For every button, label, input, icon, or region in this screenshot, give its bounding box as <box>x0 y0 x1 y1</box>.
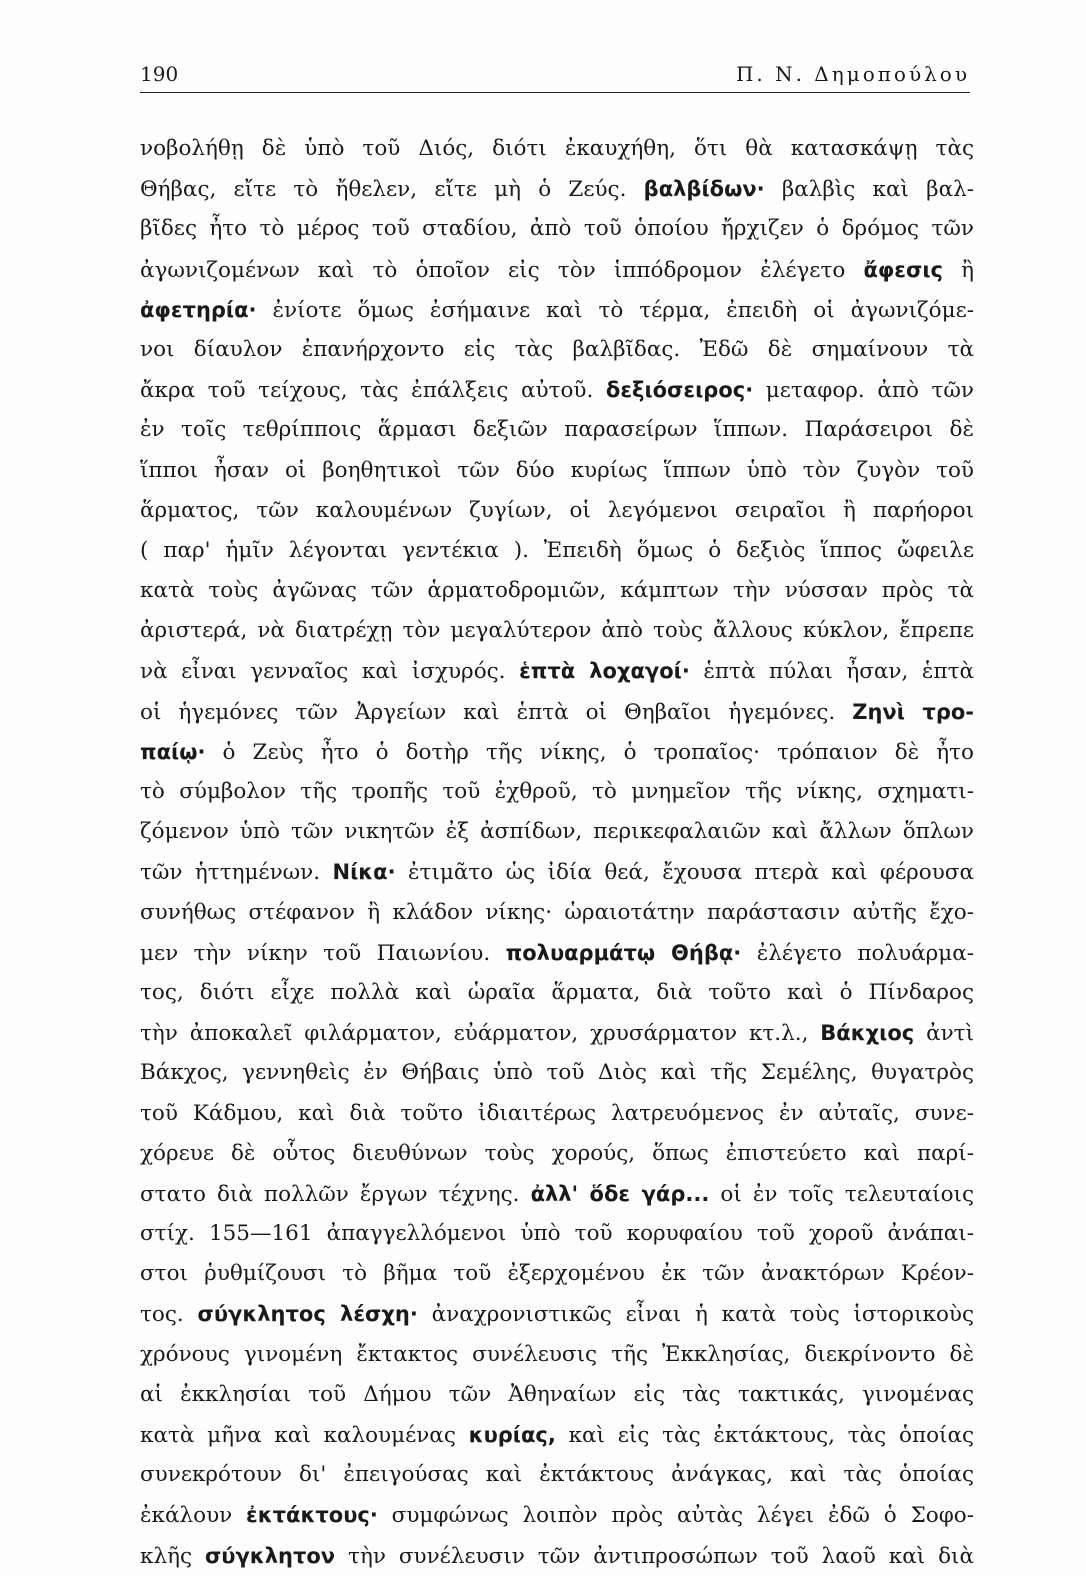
text-line <box>140 1053 974 1093</box>
text-line <box>140 1214 974 1254</box>
text-line <box>140 611 974 651</box>
text-run: νοι δίαυλον ἐπανήρχοντο εἰς τὰς βαλβῖδας. Ἐδῶ δὲ σημαίνουν τὰ <box>140 336 974 362</box>
text-run: τος. <box>140 1302 198 1328</box>
text-line <box>140 330 974 370</box>
lemma-term: Βάκχιος <box>820 1021 915 1046</box>
text-line <box>140 812 974 852</box>
text-line <box>140 250 974 290</box>
text-line <box>140 852 974 892</box>
text-run: τοῦ Κάδμου, καὶ διὰ τοῦτο ἰδιαιτέρως λατρευόμενος ἐν αὐταῖς, συνε- <box>140 1100 974 1126</box>
text-run: τος, διότι εἶχε πολλὰ καὶ ὡραῖα ἅρματα, διὰ τοῦτο καὶ ὁ Πίνδαρος <box>140 979 974 1005</box>
text-run: βαλβὶς καὶ βαλ- <box>764 177 974 203</box>
text-run: στίχ. 155—161 ἀπαγγελλόμενοι ὑπὸ τοῦ κορυφαίου τοῦ χοροῦ ἀνάπαι- <box>140 1221 974 1247</box>
text-run: ἢ <box>942 257 974 283</box>
text-line <box>140 933 974 973</box>
lemma-term: πολυαρμάτῳ Θήβᾳ· <box>505 940 742 965</box>
text-line <box>140 1013 974 1053</box>
text-run: ἀναχρονιστικῶς εἶναι ἡ κατὰ τοὺς ἱστορικοὺς <box>417 1302 974 1328</box>
text-line <box>140 1415 974 1455</box>
text-run: μεν τὴν νίκην τοῦ Παιωνίου. <box>140 940 506 966</box>
text-run: βῖδες ἦτο τὸ μέρος τοῦ σταδίου, ἀπὸ τοῦ ὁποίου ἤρχιζεν ὁ δρόμος τῶν <box>140 216 974 242</box>
text-line <box>140 531 974 571</box>
text-run: Θήβας, εἴτε τὸ ἤθελεν, εἴτε μὴ ὁ Ζεύς. <box>140 177 644 203</box>
lemma-term: ἐκτάκτους· <box>246 1503 378 1528</box>
text-run: κλῆς <box>140 1543 205 1569</box>
text-line <box>140 1174 974 1214</box>
text-run: τῶν ἡττημένων. <box>140 860 333 886</box>
text-line <box>140 1375 974 1415</box>
text-run: οἱ ἡγεμόνες τῶν Ἀργείων καὶ ἑπτὰ οἱ Θηβαῖοι ἡγεμόνες. <box>140 699 853 725</box>
text-run: τὴν συνέλευσιν τῶν ἀντιπροσώπων τοῦ λαοῦ καὶ διὰ <box>335 1543 974 1569</box>
text-line <box>140 290 974 330</box>
text-run: στοι ῥυθμίζουσι τὸ βῆμα τοῦ ἐξερχομένου ἐκ τῶν ἀνακτόρων Κρέον- <box>140 1261 974 1287</box>
running-head: Π. Ν. Δημοπούλου <box>735 62 970 86</box>
lemma-term: δεξιόσειρος· <box>605 378 754 403</box>
text-line <box>140 732 974 772</box>
text-run: χόρευε δὲ οὗτος διευθύνων τοὺς χορούς, ὅπως ἐπιστεύετο καὶ παρί- <box>140 1140 974 1166</box>
text-run: κατὰ τοὺς ἀγῶνας τῶν ἁρματοδρομιῶν, κάμπτων τὴν νύσσαν πρὸς τὰ <box>140 578 974 604</box>
lemma-term: παίῳ· <box>140 739 206 764</box>
text-run: ἀριστερά, νὰ διατρέχῃ τὸν μεγαλύτερον ἀπὸ τοὺς ἄλλους κύκλον, ἔπρεπε <box>140 618 974 644</box>
text-run: Βάκχος, γεννηθεὶς ἐν Θήβαις ὑπὸ τοῦ Διὸς καὶ τῆς Σεμέλης, θυγατρὸς <box>140 1060 974 1086</box>
text-run: ἀγωνιζομένων καὶ τὸ ὁποῖον εἰς τὸν ἱππόδρομον ἐλέγετο <box>140 257 864 283</box>
text-run: ζόμενον ὑπὸ τῶν νικητῶν ἐξ ἀσπίδων, περικεφαλαιῶν καὶ ἄλλων ὅπλων <box>140 819 974 845</box>
text-run: αἱ ἐκκλησίαι τοῦ Δήμου τῶν Ἀθηναίων εἰς τὰς τακτικάς, γινομένας <box>140 1381 974 1407</box>
text-run: ὁ Ζεὺς ἦτο ὁ δοτὴρ τῆς νίκης, ὁ τροπαῖος· τρόπαιον δὲ ἦτο <box>205 739 974 765</box>
text-line <box>140 1134 974 1174</box>
lemma-term: ἑπτὰ λοχαγοί· <box>519 659 690 684</box>
text-run: τὸ σύμβολον τῆς τροπῆς τοῦ ἐχθροῦ, τὸ μνημεῖον τῆς νίκης, σχηματι- <box>140 779 974 804</box>
text-run: ἐκάλουν <box>140 1503 247 1529</box>
text-run: στατο διὰ πολλῶν ἔργων τέχνης. <box>140 1181 531 1207</box>
text-run: ἑπτὰ πύλαι ἦσαν, ἑπτὰ <box>689 659 974 685</box>
text-line <box>140 973 974 1013</box>
lemma-term: Νίκα· <box>332 860 396 885</box>
lemma-term: βαλβίδων· <box>643 177 765 202</box>
text-line <box>140 1536 974 1576</box>
text-run: καὶ εἰς τὰς ἐκτάκτους, τὰς ὁποίας <box>555 1423 974 1448</box>
text-line <box>140 1094 974 1134</box>
text-line <box>140 1335 974 1375</box>
text-run: χρόνους γινομένη ἔκτακτος συνέλευσις τῆς Ἐκκλησίας, διεκρίνοντο δὲ <box>140 1341 974 1367</box>
text-run: ἐλέγετο πολυάρμα- <box>741 940 974 966</box>
text-run: ἅρματος, τῶν καλουμένων ζυγίων, οἱ λεγόμενοι σειραῖοι ἢ παρήοροι <box>140 497 974 523</box>
text-line <box>140 692 974 732</box>
text-line <box>140 370 974 410</box>
text-line <box>140 1294 974 1334</box>
text-run: ( παρ' ἡμῖν λέγονται γεντέκια ). Ἐπειδὴ ὅμως ὁ δεξιὸς ἵππος ὤφειλε <box>140 537 974 563</box>
lemma-term: σύγκλητον <box>204 1543 336 1568</box>
text-run: ἵπποι ἦσαν οἱ βοηθητικοὶ τῶν δύο κυρίως ἵππων ὑπὸ τὸν ζυγὸν τοῦ <box>140 457 974 483</box>
lemma-term: ἀφετηρία· <box>140 297 257 322</box>
text-run: νοβολήθῃ δὲ ὑπὸ τοῦ Διός, διότι ἐκαυχήθη, ὅτι θὰ κατασκάψῃ τὰς <box>140 136 974 161</box>
body-text <box>140 129 974 1576</box>
text-run: κατὰ μῆνα καὶ καλουμένας <box>140 1423 469 1448</box>
text-run: συμφώνως λοιπὸν πρὸς αὐτὰς λέγει ἐδῶ ὁ Σοφο- <box>377 1503 974 1529</box>
text-line <box>140 169 974 209</box>
text-line <box>140 451 974 491</box>
text-run: ἐν τοῖς τεθρίπποις ἅρμασι δεξιῶν παρασείρων ἵππων. Παράσειροι δὲ <box>140 417 974 443</box>
lemma-term: ἄφεσις <box>863 257 943 282</box>
page-header <box>140 56 970 93</box>
text-line <box>140 772 974 812</box>
text-run: ἄκρα τοῦ τείχους, τὰς ἐπάλξεις αὐτοῦ. <box>140 378 606 404</box>
text-line <box>140 129 974 169</box>
text-run: συνήθως στέφανον ἢ κλάδον νίκης· ὡραιοτάτην παράστασιν αὐτῆς ἔχο- <box>140 899 974 925</box>
text-run: μεταφορ. ἀπὸ τῶν <box>753 378 974 404</box>
text-line <box>140 209 974 249</box>
lemma-term: Ζηνὶ τρο- <box>852 699 974 724</box>
text-run: συνεκρότουν δι' ἐπειγούσας καὶ ἐκτάκτους ἀνάγκας, καὶ τὰς ὁποίας <box>140 1462 974 1488</box>
text-run: οἱ ἐν τοῖς τελευταίοις <box>709 1181 974 1207</box>
text-line <box>140 571 974 611</box>
text-run: ἐτιμᾶτο ὡς ἰδία θεά, ἔχουσα πτερὰ καὶ φέρουσα <box>395 860 974 886</box>
text-line <box>140 1254 974 1294</box>
page-number: 190 <box>140 62 179 86</box>
text-line <box>140 893 974 933</box>
lemma-term: ἀλλ' ὅδε γάρ... <box>530 1181 710 1206</box>
text-line <box>140 1495 974 1535</box>
lemma-term: κυρίας, <box>468 1423 556 1447</box>
lemma-term: σύγκλητος λέσχη· <box>197 1302 418 1327</box>
text-run: τὴν ἀποκαλεῖ φιλάρματον, εὐάρματον, χρυσάρματον κτ.λ., <box>140 1021 821 1047</box>
text-line <box>140 1455 974 1495</box>
text-run: νὰ εἶναι γενναῖος καὶ ἰσχυρός. <box>140 659 520 685</box>
text-line <box>140 410 974 450</box>
text-line <box>140 491 974 531</box>
text-run: ἐνίοτε ὅμως ἐσήμαινε καὶ τὸ τέρμα, ἐπειδὴ οἱ ἀγωνιζόμε- <box>256 297 974 323</box>
text-line <box>140 651 974 691</box>
text-run: ἀντὶ <box>914 1021 974 1047</box>
